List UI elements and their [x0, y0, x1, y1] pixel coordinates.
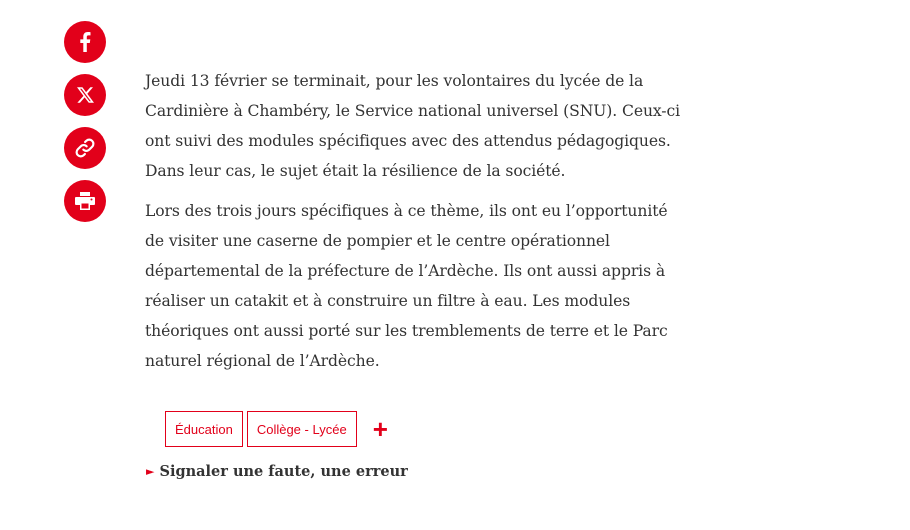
x-icon — [77, 87, 94, 103]
share-facebook-button[interactable] — [64, 21, 106, 63]
article-paragraph: Lors des trois jours spécifiques à ce thème, ils ont eu l’opportunité de visiter une caserne de pompier et le centre opérationnel départemental de la préfecture de l’Ardèche. Ils ont aussi appris à réaliser un catakit et à construire un filtre à eau. Les modules théoriques ont aussi porté sur les tremblements de terre et le Parc naturel régional de l’Ardèche. — [145, 202, 668, 370]
share-x-button[interactable] — [64, 74, 106, 116]
report-error-link[interactable] — [146, 463, 408, 480]
report-error-label: Signaler une faute, une erreur — [159, 463, 408, 480]
print-button[interactable] — [64, 180, 106, 222]
tag-list — [165, 411, 388, 447]
more-tags-button[interactable]: + — [372, 414, 388, 444]
share-bar — [64, 21, 106, 233]
tag-college-lycee[interactable]: Collège - Lycée — [247, 411, 357, 447]
article-body — [145, 66, 685, 386]
tag-education[interactable]: Éducation — [165, 411, 243, 447]
link-icon — [75, 138, 95, 158]
triangle-right-icon: ► — [146, 465, 155, 478]
print-icon — [75, 192, 95, 210]
article-paragraph: Jeudi 13 février se terminait, pour les volontaires du lycée de la Cardinière à Chambéry, le Service national universel (SNU). Ceux-ci ont suivi des modules spécifiques avec des attendus pédagogiques. Dans leur cas, le sujet était la résilience de la société. — [145, 72, 680, 180]
facebook-icon — [79, 32, 91, 52]
copy-link-button[interactable] — [64, 127, 106, 169]
